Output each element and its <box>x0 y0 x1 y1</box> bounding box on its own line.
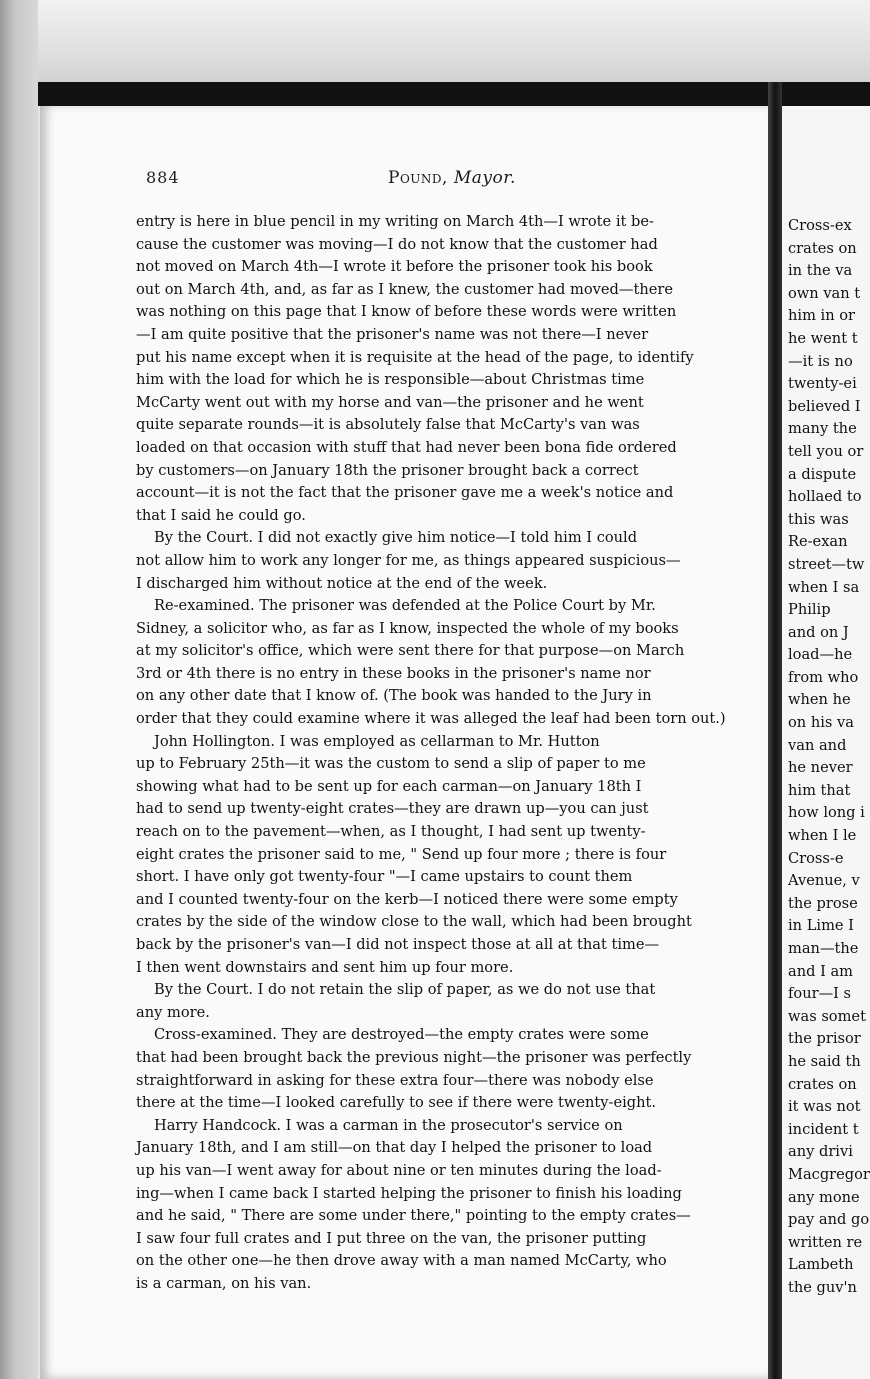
right-page-fragment: Macgregor <box>788 1165 870 1183</box>
text-line: Harry Handcock. I was a carman in the prosecutor's service on <box>154 1116 623 1134</box>
right-page-fragment: pay and go <box>788 1211 870 1229</box>
text-line: not moved on March 4th—I wrote it before the prisoner took his book <box>136 258 653 276</box>
right-page-fragment: how long i <box>788 804 865 822</box>
text-line: that had been brought back the previous night—the prisoner was perfectly <box>136 1048 692 1066</box>
right-page-fragment: Cross-ex <box>788 217 852 234</box>
right-page-fragment: van and <box>788 736 847 754</box>
running-head <box>388 168 516 188</box>
text-line: Sidney, a solicitor who, as far as I know, inspected the whole of my books <box>136 619 679 637</box>
text-line: Cross-examined. They are destroyed—the empty crates were some <box>154 1026 649 1044</box>
text-line: cause the customer was moving—I do not know that the customer had <box>136 235 658 253</box>
right-page-fragment: when I le <box>788 827 857 845</box>
right-page-fragment: he never <box>788 759 853 777</box>
right-page-fragment: hollaed to <box>788 488 862 506</box>
page-number: 884 <box>146 168 180 187</box>
text-line: there at the time—I looked carefully to see if there were twenty-eight. <box>136 1094 657 1112</box>
text-line: on the other one—he then drove away with a man named McCarty, who <box>136 1252 667 1270</box>
text-line: order that they could examine where it was alleged the leaf had been torn out.) <box>136 710 726 728</box>
text-line: By the Court. I do not retain the slip of paper, as we do not use that <box>154 981 656 999</box>
text-line: By the Court. I did not exactly give him notice—I told him I could <box>154 529 638 547</box>
text-line: January 18th, and I am still—on that day I helped the prisoner to load <box>136 1139 653 1157</box>
text-line: that I said he could go. <box>136 506 306 524</box>
right-page-fragment: tell you or <box>788 442 864 460</box>
text-line: back by the prisoner's van—I did not inspect those at all at that time— <box>136 936 660 953</box>
running-head-name: Pound, <box>388 168 448 188</box>
text-line: and he said, " There are some under there," pointing to the empty crates— <box>136 1207 691 1225</box>
text-line: out on March 4th, and, as far as I knew, the customer had moved—there <box>136 280 673 298</box>
text-line: account—it is not the fact that the prisoner gave me a week's notice and <box>136 484 674 502</box>
right-page-fragment: own van t <box>788 284 861 302</box>
right-page-fragment: on his va <box>788 714 854 732</box>
text-line: —I am quite positive that the prisoner's name was not there—I never <box>136 325 649 343</box>
book-top-edge <box>38 82 870 106</box>
page-header <box>0 168 870 192</box>
text-line: loaded on that occasion with stuff that had never been bona fide ordered <box>136 438 677 456</box>
right-page-fragment: when he <box>788 691 851 709</box>
right-page-fragment: the guv'n <box>788 1278 857 1296</box>
right-page-fragment: from who <box>788 668 859 686</box>
right-page-fragment: man—the <box>788 940 859 957</box>
right-page-fragment: Cross-e <box>788 849 844 867</box>
right-page-text-fragments <box>788 215 870 1300</box>
right-page-fragment: and I am <box>788 962 854 980</box>
text-line: 3rd or 4th there is no entry in these books in the prisoner's name nor <box>136 664 651 682</box>
text-line: entry is here in blue pencil in my writing on March 4th—I wrote it be- <box>136 213 654 230</box>
text-line: John Hollington. I was employed as cellarman to Mr. Hutton <box>154 732 600 750</box>
right-page-fragment: crates on <box>788 1075 857 1093</box>
right-page-fragment: Avenue, v <box>788 872 860 890</box>
right-page-fragment: four—I s <box>788 985 852 1003</box>
text-line: had to send up twenty-eight crates—they are drawn up—you can just <box>136 800 649 818</box>
text-line: Re-examined. The prisoner was defended at the Police Court by Mr. <box>154 597 656 615</box>
scan-left-edge <box>0 0 38 1379</box>
right-page-fragment: he said th <box>788 1052 861 1070</box>
right-page-fragment: incident t <box>788 1120 859 1138</box>
text-line: quite separate rounds—it is absolutely false that McCarty's van was <box>136 416 640 434</box>
right-page-fragment: a dispute <box>788 465 857 483</box>
right-page-fragment: street—tw <box>788 555 865 573</box>
text-line: up to February 25th—it was the custom to send a slip of paper to me <box>136 755 646 773</box>
text-line: reach on to the pavement—when, as I thought, I had sent up twenty- <box>136 823 646 841</box>
text-line: I saw four full crates and I put three on the van, the prisoner putting <box>136 1229 647 1247</box>
text-line: up his van—I went away for about nine or ten minutes during the load- <box>136 1161 662 1179</box>
text-line: I discharged him without notice at the end of the week. <box>136 574 548 592</box>
right-page-fragment: the prisor <box>788 1030 861 1048</box>
text-line: on any other date that I know of. (The book was handed to the Jury in <box>136 687 652 705</box>
right-page-fragment: he went t <box>788 329 858 347</box>
main-text-column <box>136 211 758 1296</box>
text-line: showing what had to be sent up for each carman—on January 18th I <box>136 777 642 795</box>
right-page-fragment: —it is no <box>788 352 853 370</box>
right-page-fragment: crates on <box>788 239 857 257</box>
text-line: by customers—on January 18th the prisoner brought back a correct <box>136 461 639 479</box>
scan-background-top <box>0 0 870 90</box>
right-page-fragment: written re <box>788 1233 863 1251</box>
right-page-fragment: any drivi <box>788 1143 853 1161</box>
text-line: at my solicitor's office, which were sent there for that purpose—on March <box>136 642 685 660</box>
right-page-fragment: many the <box>788 420 857 438</box>
text-line: and I counted twenty-four on the kerb—I noticed there were some empty <box>136 890 678 908</box>
text-line: not allow him to work any longer for me, as things appeared suspicious— <box>136 551 681 569</box>
right-page-fragment: Lambeth <box>788 1256 854 1274</box>
right-page-fragment: and on J <box>788 623 849 641</box>
right-page-fragment: the prose <box>788 894 858 912</box>
text-line: is a carman, on his van. <box>136 1274 312 1292</box>
right-page-fragment: when I sa <box>788 578 860 596</box>
right-page-fragment: twenty-ei <box>788 375 857 393</box>
text-line: McCarty went out with my horse and van—the prisoner and he went <box>136 393 644 411</box>
right-page-fragment: in the va <box>788 262 853 280</box>
book-spine <box>768 82 782 1379</box>
right-page-fragment: this was <box>788 510 849 528</box>
text-line: him with the load for which he is responsible—about Christmas time <box>136 371 645 389</box>
text-line: crates by the side of the window close to the wall, which had been brought <box>136 913 692 931</box>
right-page-fragment: in Lime I <box>788 917 854 935</box>
text-line: short. I have only got twenty-four "—I came upstairs to count them <box>136 868 633 886</box>
right-page-fragment: load—he <box>788 646 853 664</box>
text-line: straightforward in asking for these extra four—there was nobody else <box>136 1071 654 1089</box>
running-head-role: Mayor. <box>453 168 516 188</box>
text-line: was nothing on this page that I know of before these words were written <box>136 303 677 321</box>
text-line: eight crates the prisoner said to me, " Send up four more ; there is four <box>136 845 667 863</box>
text-line: I then went downstairs and sent him up four more. <box>136 958 514 976</box>
text-line: put his name except when it is requisite at the head of the page, to identify <box>136 348 694 366</box>
text-line: any more. <box>136 1003 210 1021</box>
right-page-fragment: him in or <box>788 307 856 325</box>
text-line: ing—when I came back I started helping the prisoner to finish his loading <box>136 1184 682 1202</box>
right-page-fragment: him that <box>788 781 851 799</box>
right-page-fragment: was somet <box>788 1007 866 1025</box>
right-page-fragment: any mone <box>788 1188 860 1206</box>
right-page-fragment: Philip <box>788 601 831 619</box>
right-page-fragment: Re-exan <box>788 533 848 551</box>
right-page-fragment: believed I <box>788 397 861 415</box>
right-page-fragment: it was not <box>788 1098 861 1116</box>
